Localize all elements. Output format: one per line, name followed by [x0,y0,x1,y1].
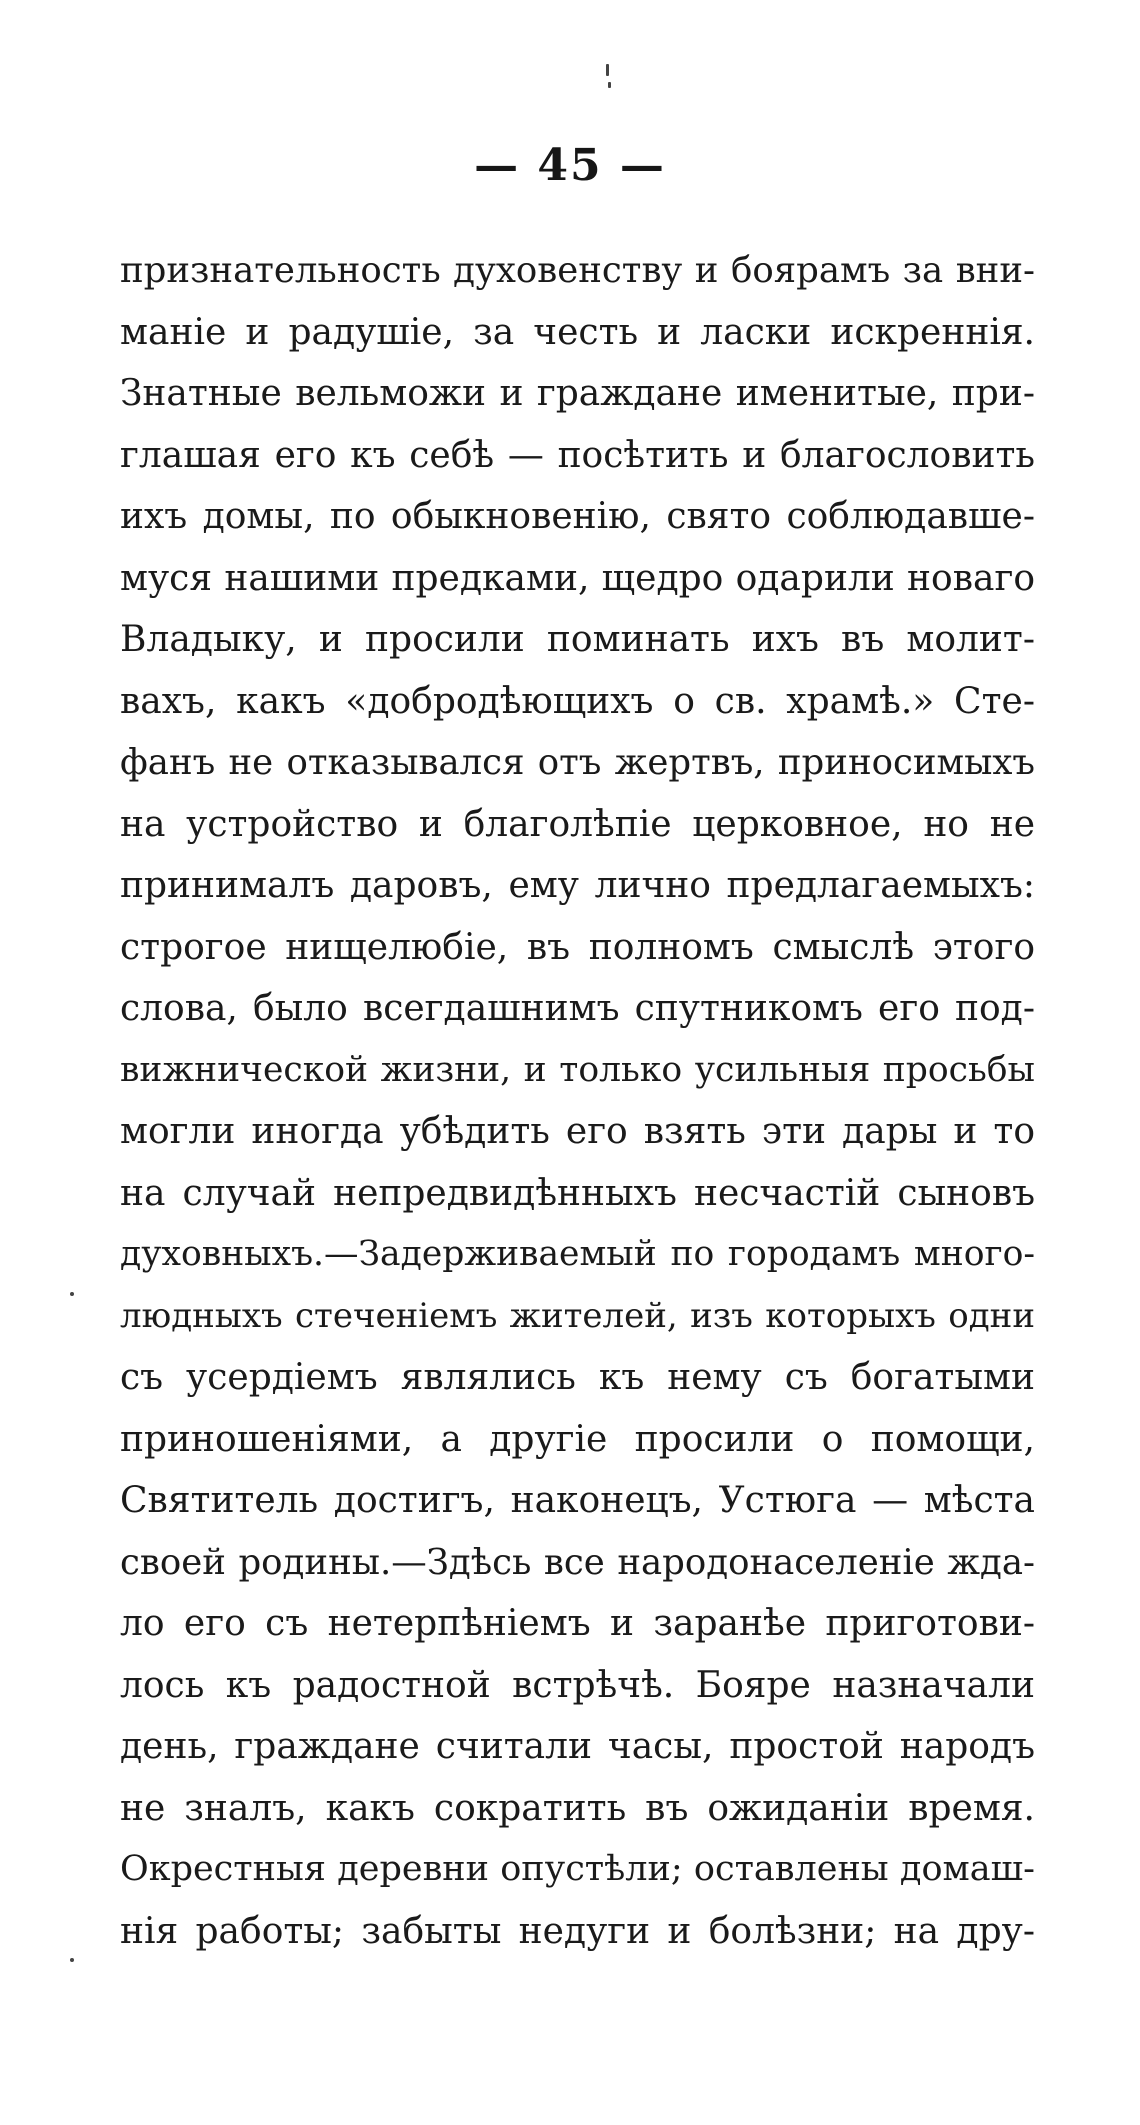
text-line: принималъ даровъ, ему лично предлагаемыхъ: [120,865,1035,906]
text-line: маніе и радушіе, за честь и ласки искреннія. [120,311,1035,353]
text-line: Окрестныя деревни опустѣли; оставлены домаш- [120,1849,1035,1889]
text-line: вижнической жизни, и только усильныя просьбы [120,1049,1035,1090]
text-line: фанъ не отказывался отъ жертвъ, приносимыхъ [120,742,1035,783]
print-speck [70,1958,74,1962]
print-speck [70,1292,74,1296]
text-line: людныхъ стеченіемъ жителей, изъ которыхъ одни [120,1295,1035,1336]
text-line: вахъ, какъ «добродѣющихъ о св. храмѣ.» Сте- [120,680,1035,722]
text-line: Знатные вельможи и граждане именитые, при- [120,373,1035,414]
text-line: ло его съ нетерпѣніемъ и заранѣе приготови- [120,1603,1035,1644]
text-line: на случай непредвидѣнныхъ несчастій сыновъ [120,1172,1035,1214]
text-line: ихъ домы, по обыкновенію, свято соблюдавше- [120,496,1035,537]
text-line: своей родины.—Здѣсь все народонаселеніе жда- [120,1541,1035,1583]
print-speck [606,64,609,76]
page-number: — 45 — [474,140,666,191]
text-line: строгое нищелюбіе, въ полномъ смыслѣ этого [120,926,1035,968]
text-line: не зналъ, какъ сократить въ ожиданіи время. [120,1787,1035,1829]
text-line: духовныхъ.—Задерживаемый по городамъ много- [120,1234,1035,1274]
text-line: Владыку, и просили поминать ихъ въ молит- [120,619,1035,660]
text-line: нія работы; забыты недуги и болѣзни; на дру- [120,1910,1035,1952]
text-line: могли иногда убѣдить его взять эти дары и то [120,1111,1035,1152]
text-line: Святитель достигъ, наконецъ, Устюга — мѣста [120,1480,1035,1521]
text-line: слова, было всегдашнимъ спутникомъ его под- [120,988,1035,1029]
text-line: признательность духовенству и боярамъ за вни- [120,250,1035,291]
text-line: глашая его къ себѣ — посѣтить и благословить [120,434,1035,476]
text-line: на устройство и благолѣпіе церковное, но не [120,803,1035,845]
text-line: съ усердіемъ являлись къ нему съ богатыми [120,1357,1035,1398]
body-text [120,240,1035,1962]
print-speck [608,82,611,88]
text-line: муся нашими предками, щедро одарили новаго [120,557,1035,599]
text-line: лось къ радостной встрѣчѣ. Бояре назначали [120,1664,1035,1706]
text-line: приношеніями, а другіе просили о помощи, [120,1418,1035,1460]
text-line: день, граждане считали часы, простой народъ [120,1726,1035,1767]
